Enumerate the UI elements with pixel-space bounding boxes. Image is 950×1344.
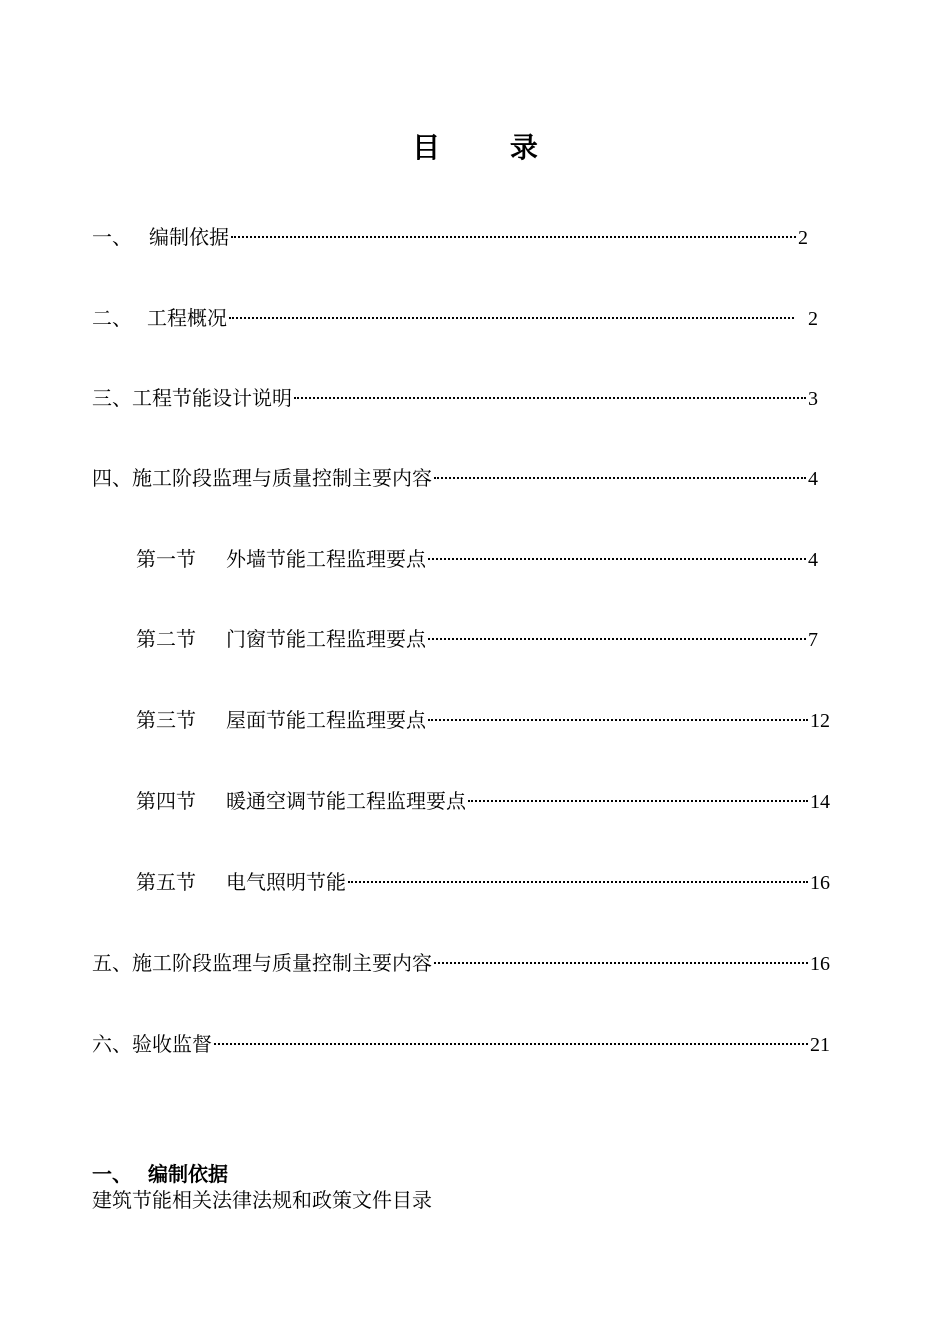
toc-entry-page: 4 [808, 549, 818, 571]
toc-entry-text: 暖通空调节能工程监理要点 [226, 789, 466, 813]
toc-entry-text: 施工阶段监理与质量控制主要内容 [132, 466, 432, 490]
toc-dot-leader [428, 719, 808, 721]
toc-entry-text: 工程概况 [147, 306, 227, 330]
toc-dot-leader [214, 1043, 808, 1045]
toc-entry-number: 第二节 [136, 627, 196, 651]
toc-entry-number: 一、 [92, 225, 132, 249]
toc-entry-number: 第一节 [136, 547, 196, 571]
toc-dot-leader [468, 800, 808, 802]
toc-entry[interactable] [92, 383, 818, 413]
toc-dot-leader [348, 881, 808, 883]
toc-entry-number: 二、 [92, 306, 132, 330]
toc-entry-text: 施工阶段监理与质量控制主要内容 [132, 951, 432, 975]
toc-entry-text: 验收监督 [132, 1032, 212, 1056]
section-number: 一、 [92, 1162, 132, 1186]
section-title: 编制依据 [148, 1162, 228, 1186]
toc-entry[interactable] [92, 463, 818, 493]
toc-entry-page: 16 [810, 953, 830, 975]
toc-entry-text: 屋面节能工程监理要点 [226, 708, 426, 732]
toc-entry-page: 3 [808, 388, 818, 410]
toc-entry-text: 工程节能设计说明 [132, 386, 292, 410]
toc-entry-page: 4 [808, 468, 818, 490]
toc-subentry[interactable] [136, 705, 830, 735]
toc-subentry[interactable] [136, 624, 818, 654]
toc-dot-leader [434, 477, 806, 479]
toc-dot-leader [229, 317, 794, 319]
toc-subentry[interactable] [136, 544, 818, 574]
toc-entry-number: 四、 [92, 466, 132, 490]
toc-dot-leader [294, 397, 806, 399]
toc-entry[interactable] [92, 948, 830, 978]
toc-entry-page: 14 [810, 791, 830, 813]
toc-entry-page: 12 [810, 710, 830, 732]
toc-dot-leader [428, 638, 806, 640]
toc-entry-number: 第五节 [136, 870, 196, 894]
toc-subentry[interactable] [136, 867, 830, 897]
toc-dot-leader [428, 558, 806, 560]
toc-entry[interactable] [92, 222, 808, 252]
toc-entry-number: 第四节 [136, 789, 196, 813]
toc-entry[interactable] [92, 303, 818, 333]
toc-title: 目 录 [412, 131, 568, 164]
toc-entry-text: 门窗节能工程监理要点 [226, 627, 426, 651]
toc-entry-number: 五、 [92, 951, 132, 975]
toc-entry-number: 第三节 [136, 708, 196, 732]
toc-entry-text: 外墙节能工程监理要点 [226, 547, 426, 571]
toc-dot-leader [231, 236, 796, 238]
toc-entry-page: 7 [808, 629, 818, 651]
toc-entry[interactable] [92, 1029, 830, 1059]
toc-dot-leader [434, 962, 808, 964]
section-heading [92, 1160, 228, 1188]
toc-entry-page: 2 [808, 308, 818, 330]
toc-entry-number: 三、 [92, 386, 132, 410]
toc-entry-text: 编制依据 [149, 225, 229, 249]
section-body-text: 建筑节能相关法律法规和政策文件目录 [92, 1188, 432, 1212]
toc-entry-page: 21 [810, 1034, 830, 1056]
toc-entry-page: 2 [798, 227, 808, 249]
toc-entry-text: 电气照明节能 [226, 870, 346, 894]
toc-entry-number: 六、 [92, 1032, 132, 1056]
toc-subentry[interactable] [136, 786, 830, 816]
toc-entry-page: 16 [810, 872, 830, 894]
